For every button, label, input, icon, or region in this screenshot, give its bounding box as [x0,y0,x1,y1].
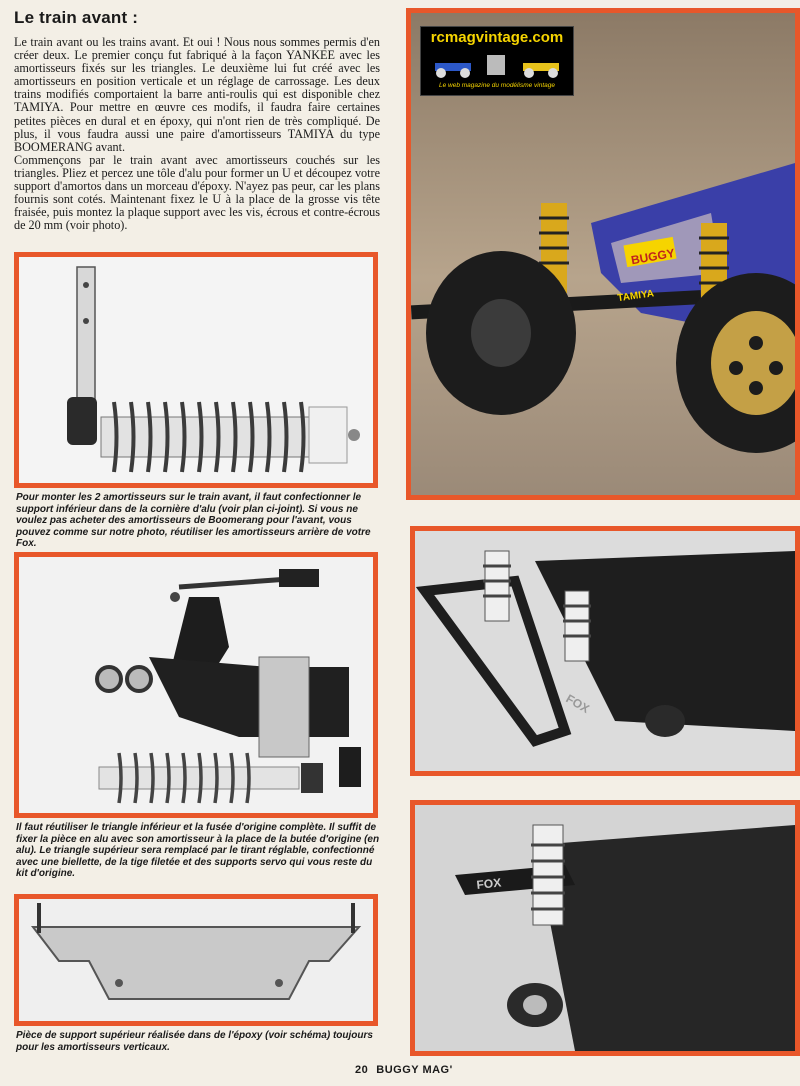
page-footer [355,1064,461,1076]
suspension-parts-illustration [19,557,373,813]
tamiya-sticker: TAMIYA [616,288,655,305]
page-number: 20 [355,1064,369,1076]
support-plate-photo [14,894,378,1026]
shock-absorber-illustration [19,257,373,483]
vertical-shocks-side-photo [410,800,800,1056]
support-plate-illustration [19,899,373,1021]
buggy-sticker: BUGGY [629,245,676,268]
vertical-shocks-front-illustration [415,531,795,771]
intro-paragraph-2: Commençons par le train avant avec amortisseurs couchés sur les triangles. Pliez et percez une tôle d'alu pour former un U et découpez votre support d'amortos dans un morceau d'époxy. N'ayez pas peur, car les plans fournis sont cotés. Maintenant fixez le U à la place de la grosse vis tête fraisée, puis montez la plaque support avec les vis, écrous et contre-écrous de 20 mm (voir photo). [14,152,380,233]
vertical-shocks-side-illustration [415,805,795,1051]
site-logo-cars-icon [431,51,563,79]
vertical-shocks-front-photo [410,526,800,776]
shock-photo-caption: Pour monter les 2 amortisseurs sur le train avant, il faut confectionner le support inférieur dans de la cornière d'alu (voir plan ci-joint). Si vous ne voulez pas acheter des amortisseurs de Boomerang pour l'avant, vous pouvez comme sur notre photo, réutiliser les amortisseurs arrière de votre Fox. [16,492,371,550]
parts-photo-caption: Il faut réutiliser le triangle inférieur et la fusée d'origine complète. Il suffit de fixer la pièce en alu avec son amortisseur à la place de la butée d'origine (en alu). Le triangle supérieur sera remplacé par le tirant réglable, confectionné avec une biellette, de la tige filetée et des supports servo qui vous reste du kit d'origine. [16,822,380,880]
magazine-name: BUGGY MAG' [376,1064,453,1076]
site-logo-subtitle: Le web magazine du modélisme vintage [439,82,555,89]
fox-label-front: FOX [563,691,592,716]
suspension-parts-photo [14,552,378,818]
shock-absorber-photo [14,252,378,488]
fox-label-side: FOX [475,875,502,892]
site-logo-watermark [420,26,574,96]
intro-text [14,36,380,232]
intro-paragraph-1: Le train avant ou les trains avant. Et oui ! Nous nous sommes permis d'en créer deux. Le premier conçu fut fabriqué à la façon YANKEE avec les amortisseurs fixés sur les triangles. Le deuxième lui fut créé avec les amortisseurs en position verticale et un réglage de carrossage. Les deux trains modifiés comportaient la barre anti-roulis qui est disponible chez TAMIYA. Pour mettre en œuvre ces modifs, il faudra faire certaines petites pièces en dural et en époxy, qui n'ont rien de très compliqué. De plus, il vous faudra aussi une paire d'amortisseurs TAMIYA du type BOOMERANG avant. [14,35,380,154]
site-logo-title: rcmagvintage.com [430,29,564,46]
plate-photo-caption: Pièce de support supérieur réalisée dans de l'époxy (voir schéma) toujours pour les amortisseurs verticaux. [16,1030,373,1053]
article-heading: Le train avant : [14,8,139,27]
